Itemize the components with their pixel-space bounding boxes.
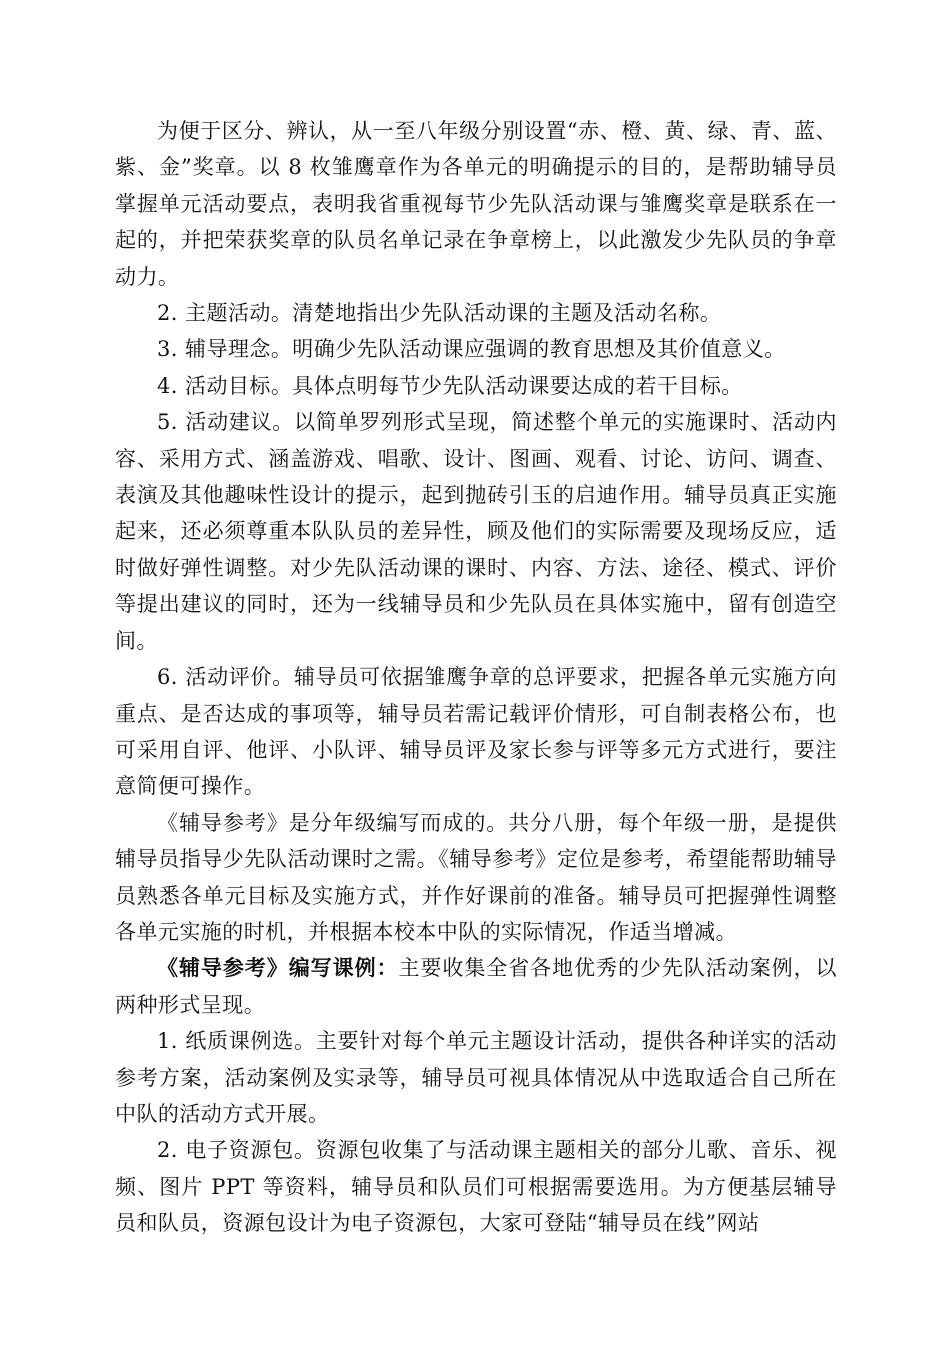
paragraph-text: 1. 纸质课例选。主要针对每个单元主题设计活动，提供各种详实的活动参考方案，活动案例及实录等，辅导员可视具体情况从中选取适合自己所在中队的活动方式开展。 xyxy=(115,1029,837,1126)
paragraph-course-examples xyxy=(115,950,837,1023)
paragraph-electronic-resources xyxy=(115,1132,837,1241)
paragraph-activity-suggestions xyxy=(115,404,837,659)
paragraph-text: 2. 电子资源包。资源包收集了与活动课主题相关的部分儿歌、音乐、视频、图片 PPT 等资料，辅导员和队员们可根据需要选用。为方便基层辅导员和队员，资源包设计为电子资源包，大家可登陆“辅导员在线”网站 xyxy=(115,1138,837,1236)
paragraph-text: 主要收集全省各地优秀的少先队活动案例，以两种形式呈现。 xyxy=(115,956,837,1017)
paragraph-activity-evaluation xyxy=(115,659,837,805)
document-body xyxy=(115,113,837,1242)
paragraph-text: 6. 活动评价。辅导员可依据雏鹰争章的总评要求，把握各单元实施方向重点、是否达成的事项等，辅导员若需记载评价情形，可自制表格公布，也可采用自评、他评、小队评、辅导员评及家长参与评等多元方式进行，要注意简便可操作。 xyxy=(115,665,837,799)
paragraph-text: 为便于区分、辨认，从一至八年级分别设置“赤、橙、黄、绿、青、蓝、紫、金”奖章。以 8 枚雏鹰章作为各单元的明确提示的目的，是帮助辅导员掌握单元活动要点，表明我省重视每节少先队活动课与雏鹰奖章是联系在一起的，并把荣获奖章的队员名单记录在争章榜上，以此激发少先队员的争章动力。 xyxy=(115,119,837,289)
paragraph-text: 2. 主题活动。清楚地指出少先队活动课的主题及活动名称。 xyxy=(157,301,722,326)
paragraph-text: 4. 活动目标。具体点明每节少先队活动课要达成的若干目标。 xyxy=(157,373,743,398)
paragraph-bold-lead: 《辅导参考》编写课例： xyxy=(157,955,399,981)
paragraph-theme-activity xyxy=(115,295,837,331)
paragraph-guidance-reference xyxy=(115,805,837,951)
paragraph-activity-goals xyxy=(115,368,837,404)
paragraph-paper-examples xyxy=(115,1023,837,1132)
paragraph-text: 3. 辅导理念。明确少先队活动课应强调的教育思想及其价值意义。 xyxy=(157,337,786,362)
paragraph-text: 《辅导参考》是分年级编写而成的。共分八册，每个年级一册，是提供辅导员指导少先队活动课时之需。《辅导参考》定位是参考，希望能帮助辅导员熟悉各单元目标及实施方式，并作好课前的准备。辅导员可把握弹性调整各单元实施的时机，并根据本校本中队的实际情况，作适当增减。 xyxy=(115,810,837,944)
paragraph-guidance-concept xyxy=(115,331,837,367)
paragraph-medal-colors xyxy=(115,113,837,295)
paragraph-text: 5. 活动建议。以简单罗列形式呈现，简述整个单元的实施课时、活动内容、采用方式、涵盖游戏、唱歌、设计、图画、观看、讨论、访问、调查、表演及其他趣味性设计的提示，起到抛砖引玉的启迪作用。辅导员真正实施起来，还必须尊重本队队员的差异性，顾及他们的实际需要及现场反应，适时做好弹性调整。对少先队活动课的课时、内容、方法、途径、模式、评价等提出建议的同时，还为一线辅导员和少先队员在具体实施中，留有创造空间。 xyxy=(115,410,837,653)
